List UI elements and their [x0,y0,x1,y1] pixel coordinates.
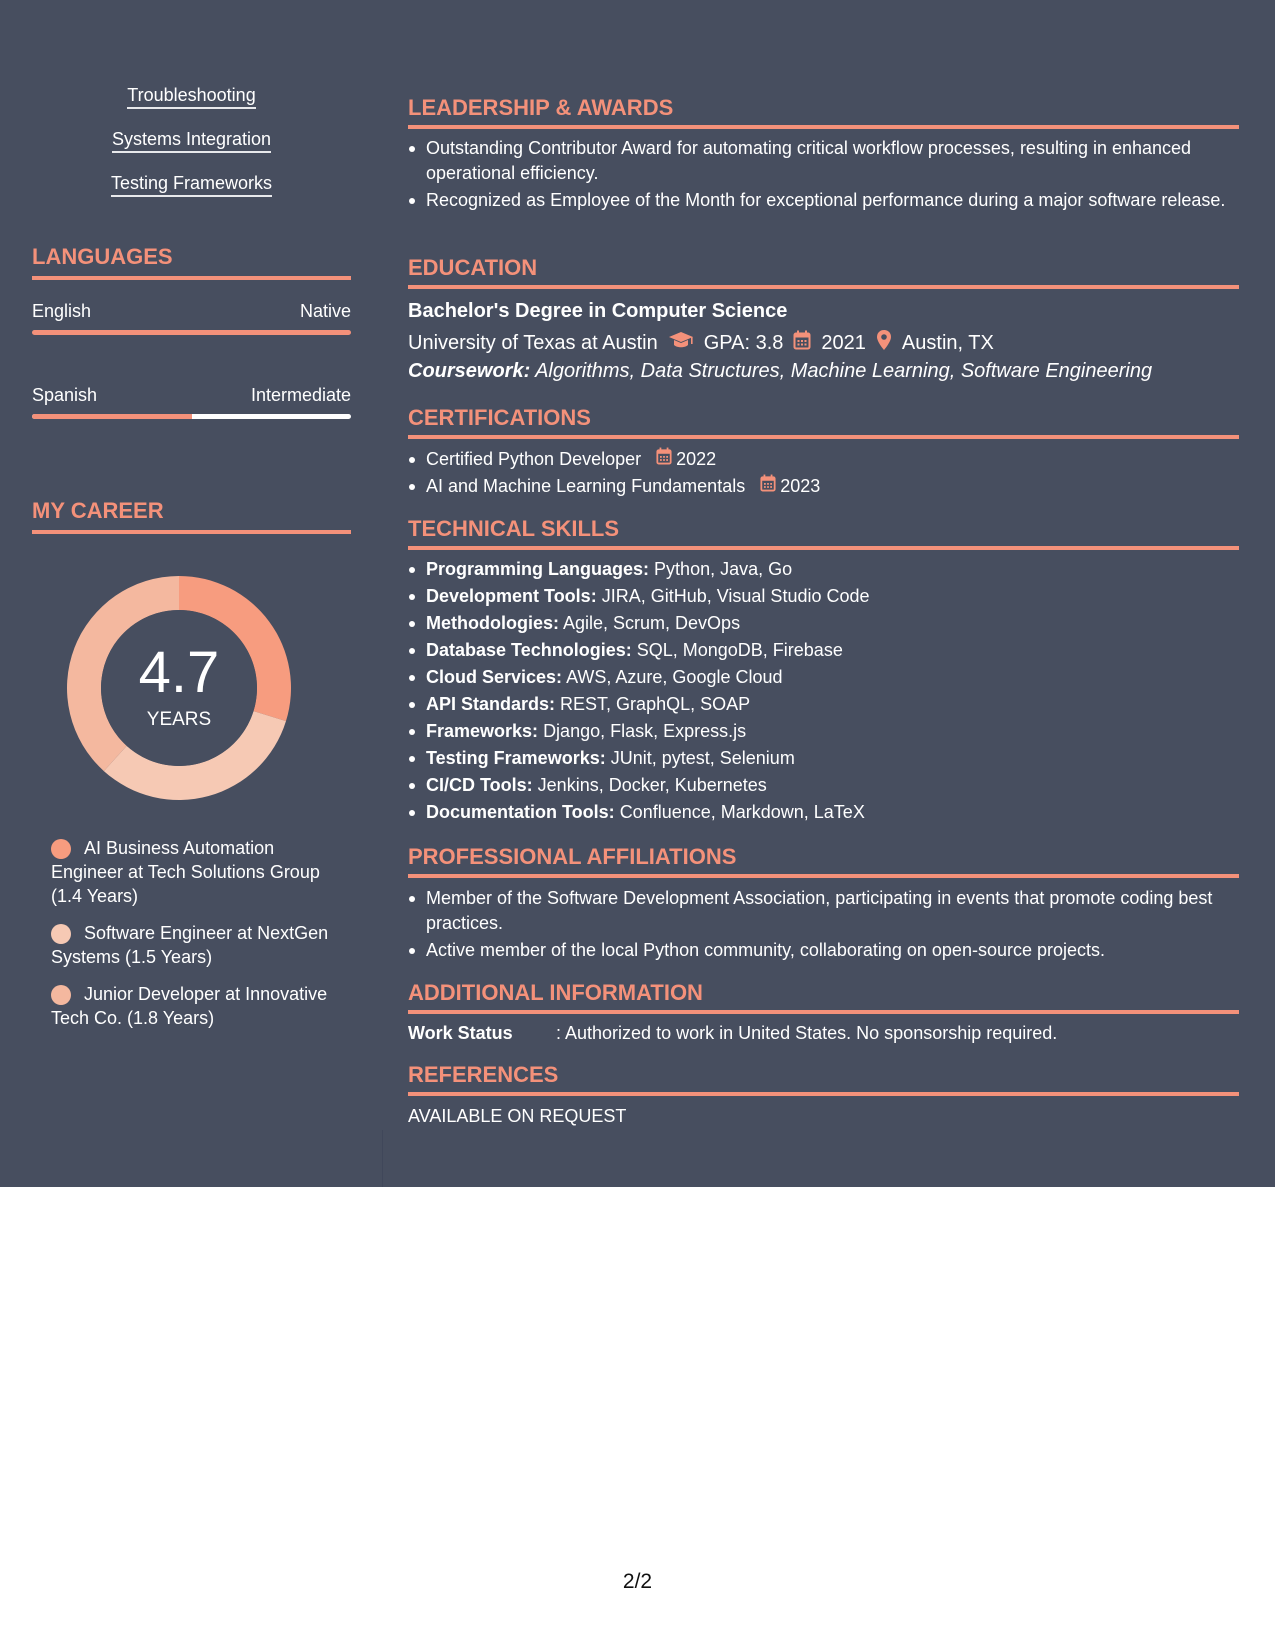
skill-tag: Troubleshooting [127,84,255,109]
column-divider [382,1130,383,1187]
education-heading: EDUCATION [408,255,1239,289]
list-item [426,638,1257,663]
skill-label: Methodologies: [426,613,559,633]
career-total-unit: YEARS [146,709,212,730]
languages-heading: LANGUAGES [32,244,351,280]
certification-year-group [760,474,820,499]
language-name: Spanish [32,385,98,405]
skill-label: Frameworks: [426,721,539,741]
career-legend-label: Software Engineer at NextGen Systems (1.5 Years) [51,923,329,967]
references-text: AVAILABLE ON REQUEST [408,1106,627,1126]
list-item [426,665,1257,690]
career-donut-chart [66,575,292,801]
additional-info-heading: ADDITIONAL INFORMATION [408,980,1239,1014]
skill-value: AWS, Azure, Google Cloud [566,667,783,687]
skill-value: Agile, Scrum, DevOps [563,613,741,633]
career-legend-item [51,836,341,908]
certification-name: Certified Python Developer [426,449,642,469]
skill-label: Database Technologies: [426,640,632,660]
list-item [426,746,1257,771]
education-location: Austin, TX [901,332,994,354]
certification-name: AI and Machine Learning Fundamentals [426,476,746,496]
technical-skills-list [408,557,1257,827]
work-status-value: : Authorized to work in United States. No sponsorship required. [556,1023,1058,1043]
legend-dot-icon [51,839,71,859]
calendar-icon [656,447,676,472]
language-name: English [32,301,92,321]
education-degree: Bachelor's Degree in Computer Science [408,300,788,322]
education-coursework [408,359,1152,383]
technical-skills-heading: TECHNICAL SKILLS [408,516,1239,550]
legend-dot-icon [51,985,71,1005]
education-school: University of Texas at Austin [408,332,658,354]
education-gpa: GPA: 3.8 [703,332,784,354]
list-item [426,584,1257,609]
list-item: Active member of the local Python community, collaborating on open-source projects. [426,938,1257,963]
calendar-icon [760,474,780,499]
list-item [426,692,1257,717]
coursework-label: Coursework: [408,360,531,382]
skills-list [32,84,351,216]
career-legend-label: Junior Developer at Innovative Tech Co. (1.8 Years) [51,984,328,1028]
page-number: 2/2 [622,1570,653,1593]
career-heading: MY CAREER [32,498,351,534]
certifications-list [408,447,1257,501]
leadership-heading: LEADERSHIP & AWARDS [408,95,1239,129]
education-details [408,329,994,357]
skill-label: Documentation Tools: [426,802,615,822]
skill-value: Jenkins, Docker, Kubernetes [537,775,767,795]
skill-tag: Testing Frameworks [111,172,272,197]
list-item [426,611,1257,636]
skill-label: Programming Languages: [426,559,650,579]
skill-value: REST, GraphQL, SOAP [560,694,751,714]
coursework-value: Algorithms, Data Structures, Machine Learning, Software Engineering [535,360,1153,382]
certification-year-group [656,447,716,472]
references-heading: REFERENCES [408,1062,1239,1096]
certification-year: 2023 [780,476,821,496]
language-level: Native [299,301,351,321]
skill-value: SQL, MongoDB, Firebase [636,640,843,660]
list-item: Outstanding Contributor Award for automating critical workflow processes, resulting in enhanced operational efficiency. [426,136,1257,186]
language-proficiency-fill [32,330,351,335]
skill-label: Development Tools: [426,586,597,606]
language-proficiency-fill [32,414,192,419]
list-item [426,719,1257,744]
certifications-heading: CERTIFICATIONS [408,405,1239,439]
skill-value: JUnit, pytest, Selenium [610,748,795,768]
career-total-value: 4.7 [138,640,220,705]
certification-year: 2022 [676,449,717,469]
legend-dot-icon [51,924,71,944]
career-legend-label: AI Business Automation Engineer at Tech Solutions Group (1.4 Years) [51,838,320,906]
work-status-row [408,1021,1057,1045]
leadership-list [408,136,1257,215]
list-item [426,800,1257,825]
career-legend-item [51,982,341,1030]
work-status-key: Work Status [408,1023,513,1043]
list-item [426,773,1257,798]
language-proficiency-bar [32,414,351,419]
skill-value: Python, Java, Go [654,559,793,579]
list-item [426,557,1257,582]
skill-label: Testing Frameworks: [426,748,606,768]
skill-value: JIRA, GitHub, Visual Studio Code [601,586,870,606]
affiliations-heading: PROFESSIONAL AFFILIATIONS [408,844,1239,878]
skill-label: Cloud Services: [426,667,563,687]
skill-value: Confluence, Markdown, LaTeX [619,802,865,822]
list-item [426,447,1257,472]
list-item [426,474,1257,499]
list-item: Recognized as Employee of the Month for exceptional performance during a major software release. [426,188,1257,213]
graduation-cap-icon [668,330,694,356]
skill-label: API Standards: [426,694,556,714]
skill-label: CI/CD Tools: [426,775,533,795]
career-legend-item [51,921,341,969]
career-legend [51,836,341,1043]
location-pin-icon [876,329,892,357]
skill-tag: Systems Integration [112,128,271,153]
skill-value: Django, Flask, Express.js [543,721,747,741]
language-level: Intermediate [250,385,351,405]
list-item: Member of the Software Development Association, participating in events that promote coding best practices. [426,886,1257,936]
language-proficiency-bar [32,330,351,335]
affiliations-list [408,886,1257,965]
calendar-icon [793,330,811,356]
education-year: 2021 [821,332,866,354]
